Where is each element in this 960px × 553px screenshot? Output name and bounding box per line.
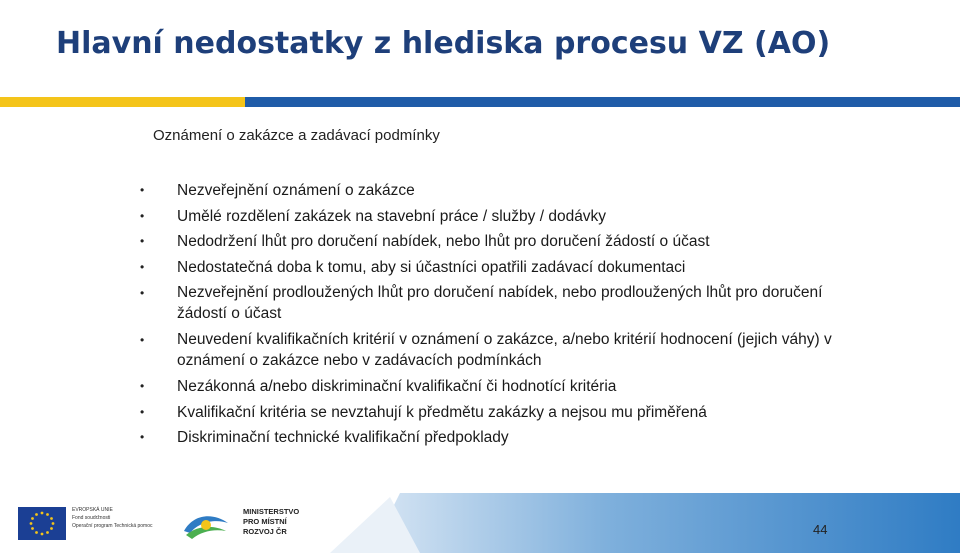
header-stripe [0, 97, 960, 107]
list-item [140, 327, 840, 374]
list-item [140, 374, 840, 400]
eu-logo-text [72, 506, 172, 530]
list-item [140, 255, 840, 281]
list-item-text: Umělé rozdělení zakázek na stavební práce / služby / dodávky [177, 207, 607, 225]
list-item-text: Neuvedení kvalifikačních kritérií v oznámení o zakázce, a/nebo kritérií hodnocení (jejich váhy) v oznámení o zakázce nebo v zadávacích podmínkách [177, 331, 832, 369]
bullet-icon: • [140, 333, 145, 347]
list-item [140, 280, 840, 327]
list-item [140, 229, 840, 255]
list-item-text: Nezveřejnění oznámení o zakázce [177, 182, 415, 199]
list-item-text: Nezveřejnění prodloužených lhůt pro doručení nabídek, nebo prodloužených lhůt pro doručení žádostí o účast [177, 284, 823, 322]
bullet-icon: • [140, 208, 145, 223]
ministry-logo-text [243, 507, 299, 537]
slide-title: Hlavní nedostatky z hlediska procesu VZ (AO) [56, 26, 831, 61]
bullet-list [140, 178, 840, 451]
eu-logo-line: EVROPSKÁ UNIE [72, 507, 113, 513]
list-item [140, 400, 840, 426]
list-item-text: Kvalifikační kritéria se nevztahují k předmětu zakázky a nejsou mu přiměřená [177, 403, 707, 421]
eu-flag-logo [18, 507, 66, 540]
stripe-yellow [0, 97, 245, 107]
ministry-logo-line: PRO MÍSTNÍ [243, 517, 287, 526]
bullet-icon: • [140, 404, 145, 419]
eu-logo-line: Operační program Technická pomoc [72, 523, 153, 529]
ministry-logo-line: MINISTERSTVO [243, 507, 300, 516]
page-number: 44 [813, 522, 828, 537]
bullet-icon: • [140, 234, 145, 248]
list-item-text: Nedodržení lhůt pro doručení nabídek, nebo lhůt pro doručení žádostí o účast [177, 233, 710, 250]
list-item [140, 204, 840, 230]
list-item-text: Nedostatečná doba k tomu, aby si účastníci opatřili zadávací dokumentaci [177, 258, 686, 276]
slide-subtitle: Oznámení o zakázce a zadávací podmínky [153, 127, 440, 144]
bullet-icon: • [140, 430, 145, 444]
footer-decoration [330, 493, 960, 553]
bullet-icon: • [140, 259, 145, 274]
stripe-blue [245, 97, 960, 107]
list-item-text: Diskriminační technické kvalifikační předpoklady [177, 429, 509, 446]
eu-logo-line: Fond soudržnosti [72, 515, 111, 521]
bullet-icon: • [140, 183, 145, 197]
bullet-icon: • [140, 286, 145, 300]
list-item [140, 425, 840, 451]
list-item-text: Nezákonná a/nebo diskriminační kvalifikační či hodnotící kritéria [177, 378, 617, 395]
ministry-logo-icon [180, 509, 232, 541]
list-item [140, 178, 840, 204]
ministry-logo-line: ROZVOJ ČR [243, 527, 287, 536]
bullet-icon: • [140, 379, 145, 393]
